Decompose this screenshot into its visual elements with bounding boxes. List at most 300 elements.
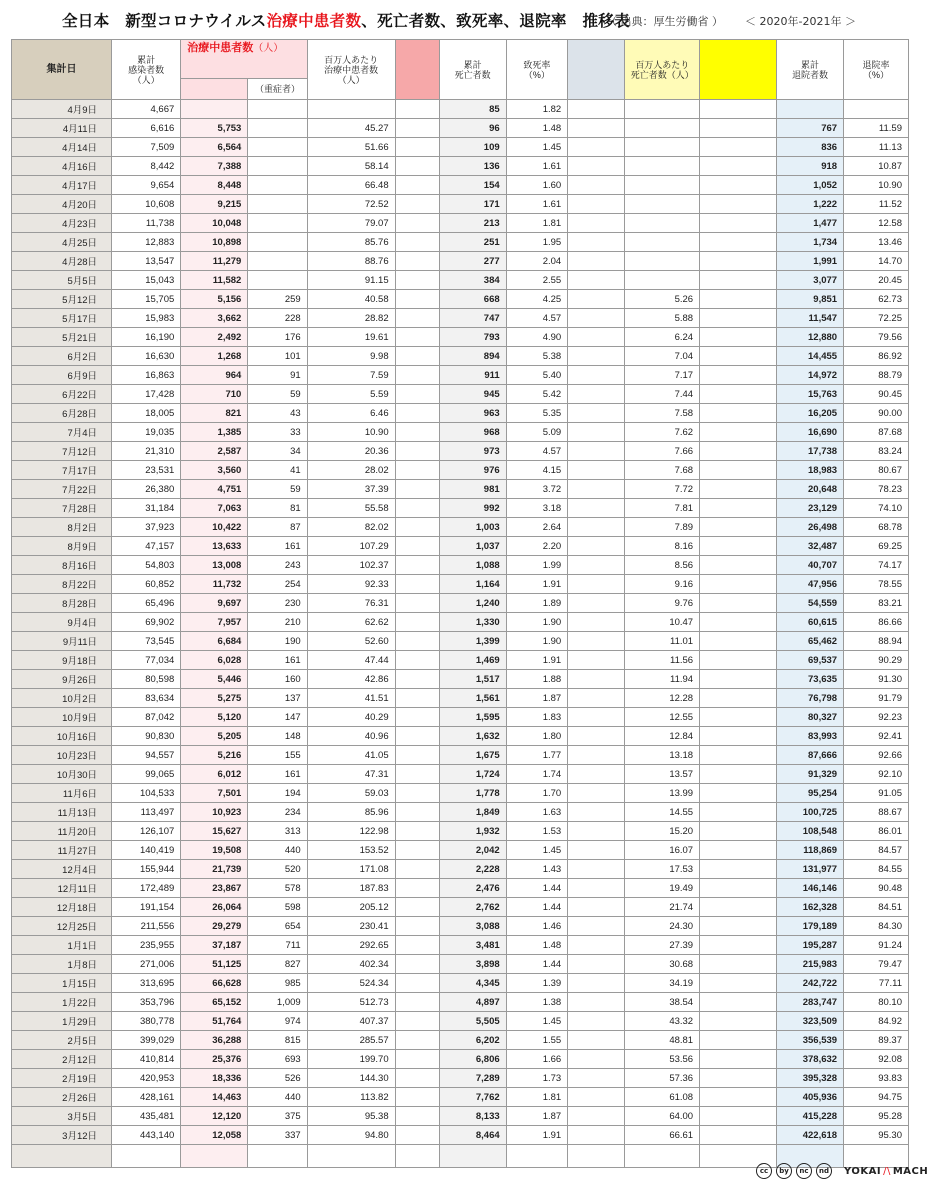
cell-in-treatment: 10,923 — [181, 803, 248, 822]
cell-per-million-deaths — [625, 195, 700, 214]
cell-yellow-marker — [700, 974, 777, 993]
cell-severe: 337 — [248, 1126, 307, 1145]
cell-date: 11月13日 — [12, 803, 112, 822]
cell-severe: 87 — [248, 518, 307, 537]
table-row — [12, 347, 909, 366]
cell-blue-marker — [568, 195, 625, 214]
cell-per-million-treatment: 40.58 — [307, 290, 395, 309]
cell-discharge-rate: 78.55 — [844, 575, 909, 594]
cell-severe — [248, 271, 307, 290]
cell-yellow-marker — [700, 822, 777, 841]
cell-yellow-marker — [700, 100, 777, 119]
cell-date: 4月25日 — [12, 233, 112, 252]
cell-blue-marker — [568, 385, 625, 404]
cell-cum-infected: 235,955 — [112, 936, 181, 955]
cell-blank — [248, 1145, 307, 1168]
cell-cum-infected: 83,634 — [112, 689, 181, 708]
cell-per-million-deaths: 9.16 — [625, 575, 700, 594]
cell-pink-marker — [395, 822, 439, 841]
cell-fatality-rate: 5.35 — [506, 404, 568, 423]
cell-fatality-rate: 5.38 — [506, 347, 568, 366]
cell-in-treatment: 5,120 — [181, 708, 248, 727]
cell-yellow-marker — [700, 575, 777, 594]
cell-in-treatment: 15,627 — [181, 822, 248, 841]
cell-fatality-rate: 1.83 — [506, 708, 568, 727]
cell-per-million-treatment: 402.34 — [307, 955, 395, 974]
cell-severe: 161 — [248, 651, 307, 670]
cell-severe — [248, 176, 307, 195]
cell-cum-deaths: 1,932 — [439, 822, 506, 841]
cell-per-million-treatment: 62.62 — [307, 613, 395, 632]
cell-in-treatment: 7,957 — [181, 613, 248, 632]
cell-cum-infected: 90,830 — [112, 727, 181, 746]
col-header-date: 集計日 — [12, 40, 112, 100]
cell-fatality-rate: 1.91 — [506, 651, 568, 670]
cell-in-treatment: 12,058 — [181, 1126, 248, 1145]
table-row — [12, 993, 909, 1012]
cell-cum-deaths: 6,202 — [439, 1031, 506, 1050]
table-row — [12, 1050, 909, 1069]
cell-in-treatment: 51,125 — [181, 955, 248, 974]
cell-cum-discharged: 12,880 — [777, 328, 844, 347]
cell-blue-marker — [568, 841, 625, 860]
cell-fatality-rate: 1.44 — [506, 879, 568, 898]
table-row — [12, 195, 909, 214]
cell-blue-marker — [568, 537, 625, 556]
in-treatment-label: 治療中患者数 — [187, 42, 254, 54]
cell-discharge-rate: 89.37 — [844, 1031, 909, 1050]
cell-discharge-rate: 14.70 — [844, 252, 909, 271]
cell-severe: 210 — [248, 613, 307, 632]
cell-fatality-rate: 1.44 — [506, 955, 568, 974]
table-row — [12, 252, 909, 271]
cell-date: 5月12日 — [12, 290, 112, 309]
table-row — [12, 309, 909, 328]
cell-fatality-rate: 1.77 — [506, 746, 568, 765]
cell-fatality-rate: 1.66 — [506, 1050, 568, 1069]
cell-severe: 81 — [248, 499, 307, 518]
cell-cum-discharged: 47,956 — [777, 575, 844, 594]
cell-fatality-rate: 1.38 — [506, 993, 568, 1012]
cell-cum-infected: 26,380 — [112, 480, 181, 499]
cell-discharge-rate: 91.05 — [844, 784, 909, 803]
cell-severe: 101 — [248, 347, 307, 366]
cell-cum-discharged: 179,189 — [777, 917, 844, 936]
cell-cum-infected: 13,547 — [112, 252, 181, 271]
cell-per-million-deaths — [625, 138, 700, 157]
cell-discharge-rate: 78.23 — [844, 480, 909, 499]
cell-discharge-rate: 84.57 — [844, 841, 909, 860]
cell-pink-marker — [395, 955, 439, 974]
cell-per-million-deaths — [625, 214, 700, 233]
cell-date: 8月9日 — [12, 537, 112, 556]
cell-per-million-treatment: 59.03 — [307, 784, 395, 803]
cell-cum-deaths: 109 — [439, 138, 506, 157]
cell-yellow-marker — [700, 119, 777, 138]
data-table — [11, 39, 909, 1168]
cell-fatality-rate: 1.48 — [506, 119, 568, 138]
cell-per-million-deaths: 7.81 — [625, 499, 700, 518]
cell-pink-marker — [395, 461, 439, 480]
cell-cum-deaths: 2,762 — [439, 898, 506, 917]
cell-fatality-rate: 1.95 — [506, 233, 568, 252]
cell-per-million-treatment: 41.51 — [307, 689, 395, 708]
cell-severe: 41 — [248, 461, 307, 480]
col-header-in-treatment-sub — [181, 79, 248, 100]
cell-pink-marker — [395, 1069, 439, 1088]
cell-cum-deaths: 2,228 — [439, 860, 506, 879]
cell-cum-deaths: 981 — [439, 480, 506, 499]
cell-fatality-rate: 1.81 — [506, 214, 568, 233]
cell-date: 9月11日 — [12, 632, 112, 651]
cell-severe: 1,009 — [248, 993, 307, 1012]
cell-blue-marker — [568, 119, 625, 138]
cell-per-million-treatment: 230.41 — [307, 917, 395, 936]
cell-blue-marker — [568, 309, 625, 328]
cell-fatality-rate: 5.40 — [506, 366, 568, 385]
cell-in-treatment: 6,028 — [181, 651, 248, 670]
cell-blue-marker — [568, 879, 625, 898]
cell-yellow-marker — [700, 708, 777, 727]
cell-per-million-deaths: 19.49 — [625, 879, 700, 898]
table-row — [12, 822, 909, 841]
cell-cum-deaths: 1,399 — [439, 632, 506, 651]
cell-discharge-rate: 92.41 — [844, 727, 909, 746]
cell-yellow-marker — [700, 993, 777, 1012]
table-row — [12, 765, 909, 784]
cell-cum-deaths: 6,806 — [439, 1050, 506, 1069]
col-header-cum-deaths: 累計 死亡者数 — [439, 40, 506, 100]
source-note: （ 出典：厚生労働省 ） — [606, 15, 723, 28]
cell-cum-deaths: 7,762 — [439, 1088, 506, 1107]
cell-pink-marker — [395, 404, 439, 423]
cell-per-million-deaths: 7.68 — [625, 461, 700, 480]
cell-cum-discharged: 405,936 — [777, 1088, 844, 1107]
cell-severe: 155 — [248, 746, 307, 765]
cell-per-million-deaths: 13.18 — [625, 746, 700, 765]
cell-in-treatment: 6,012 — [181, 765, 248, 784]
table-row — [12, 385, 909, 404]
cell-blue-marker — [568, 955, 625, 974]
cell-cum-discharged: 40,707 — [777, 556, 844, 575]
cell-cum-discharged: 11,547 — [777, 309, 844, 328]
table-row — [12, 138, 909, 157]
cell-cum-discharged: 95,254 — [777, 784, 844, 803]
cell-blank — [395, 1145, 439, 1168]
cell-yellow-marker — [700, 803, 777, 822]
cell-fatality-rate: 1.90 — [506, 613, 568, 632]
cell-per-million-treatment: 66.48 — [307, 176, 395, 195]
cell-date: 1月29日 — [12, 1012, 112, 1031]
title-highlight: 治療中患者数 — [266, 12, 362, 30]
cell-discharge-rate: 13.46 — [844, 233, 909, 252]
cell-per-million-treatment: 292.65 — [307, 936, 395, 955]
cell-fatality-rate: 1.91 — [506, 575, 568, 594]
cell-cum-infected: 410,814 — [112, 1050, 181, 1069]
cell-per-million-deaths — [625, 157, 700, 176]
cell-cum-discharged: 118,869 — [777, 841, 844, 860]
cell-per-million-treatment: 95.38 — [307, 1107, 395, 1126]
cell-blue-marker — [568, 157, 625, 176]
cell-cum-deaths: 1,469 — [439, 651, 506, 670]
cell-cum-discharged: 767 — [777, 119, 844, 138]
cell-fatality-rate: 1.60 — [506, 176, 568, 195]
cell-yellow-marker — [700, 784, 777, 803]
table-row — [12, 157, 909, 176]
cell-discharge-rate: 20.45 — [844, 271, 909, 290]
cell-blue-marker — [568, 651, 625, 670]
cell-blue-marker — [568, 974, 625, 993]
cell-in-treatment: 5,446 — [181, 670, 248, 689]
cell-fatality-rate: 4.15 — [506, 461, 568, 480]
cell-severe: 91 — [248, 366, 307, 385]
table-row — [12, 727, 909, 746]
cell-blue-marker — [568, 1012, 625, 1031]
cell-date: 7月17日 — [12, 461, 112, 480]
cell-blue-marker — [568, 1126, 625, 1145]
cell-discharge-rate: 84.51 — [844, 898, 909, 917]
cell-per-million-deaths: 11.56 — [625, 651, 700, 670]
cell-per-million-treatment: 45.27 — [307, 119, 395, 138]
cell-fatality-rate: 4.25 — [506, 290, 568, 309]
cell-per-million-deaths: 12.84 — [625, 727, 700, 746]
cell-date: 4月16日 — [12, 157, 112, 176]
cell-yellow-marker — [700, 290, 777, 309]
cell-severe: 313 — [248, 822, 307, 841]
cell-in-treatment: 51,764 — [181, 1012, 248, 1031]
cell-blue-marker — [568, 423, 625, 442]
cell-cum-discharged: 836 — [777, 138, 844, 157]
cell-blue-marker — [568, 993, 625, 1012]
cell-blue-marker — [568, 936, 625, 955]
cell-per-million-deaths — [625, 100, 700, 119]
cell-pink-marker — [395, 689, 439, 708]
cell-date: 10月23日 — [12, 746, 112, 765]
cell-fatality-rate: 1.45 — [506, 841, 568, 860]
cell-per-million-deaths — [625, 252, 700, 271]
cell-cum-infected: 4,667 — [112, 100, 181, 119]
cell-per-million-deaths — [625, 271, 700, 290]
cell-cum-deaths: 4,897 — [439, 993, 506, 1012]
cell-date: 6月9日 — [12, 366, 112, 385]
cell-severe: 59 — [248, 480, 307, 499]
cell-per-million-deaths: 12.28 — [625, 689, 700, 708]
cell-date: 5月17日 — [12, 309, 112, 328]
cell-cum-infected: 15,705 — [112, 290, 181, 309]
table-row — [12, 556, 909, 575]
cell-yellow-marker — [700, 537, 777, 556]
cell-yellow-marker — [700, 442, 777, 461]
cell-severe: 985 — [248, 974, 307, 993]
cell-fatality-rate: 1.73 — [506, 1069, 568, 1088]
cell-yellow-marker — [700, 499, 777, 518]
cell-per-million-deaths: 43.32 — [625, 1012, 700, 1031]
cell-cum-infected: 54,803 — [112, 556, 181, 575]
cell-per-million-deaths — [625, 233, 700, 252]
cell-per-million-treatment: 37.39 — [307, 480, 395, 499]
cell-date: 6月2日 — [12, 347, 112, 366]
cell-yellow-marker — [700, 917, 777, 936]
cell-discharge-rate: 80.67 — [844, 461, 909, 480]
cell-cum-infected: 15,043 — [112, 271, 181, 290]
cell-in-treatment: 5,275 — [181, 689, 248, 708]
cell-yellow-marker — [700, 1126, 777, 1145]
cell-date: 9月18日 — [12, 651, 112, 670]
cell-date: 1月22日 — [12, 993, 112, 1012]
col-header-cum-infected: 累計 感染者数 （人） — [112, 40, 181, 100]
cell-per-million-treatment: 40.96 — [307, 727, 395, 746]
cell-cum-discharged: 146,146 — [777, 879, 844, 898]
cell-cum-discharged: 1,734 — [777, 233, 844, 252]
col-header-fatality-rate: 致死率 （%） — [506, 40, 568, 100]
cell-per-million-deaths: 9.76 — [625, 594, 700, 613]
cell-per-million-deaths: 7.66 — [625, 442, 700, 461]
cell-cum-infected: 94,557 — [112, 746, 181, 765]
cell-severe: 161 — [248, 537, 307, 556]
cell-yellow-marker — [700, 480, 777, 499]
cell-yellow-marker — [700, 461, 777, 480]
table-row — [12, 594, 909, 613]
cell-yellow-marker — [700, 518, 777, 537]
cell-pink-marker — [395, 556, 439, 575]
cell-discharge-rate: 62.73 — [844, 290, 909, 309]
cell-per-million-deaths: 11.01 — [625, 632, 700, 651]
cell-discharge-rate: 95.28 — [844, 1107, 909, 1126]
cell-discharge-rate: 83.21 — [844, 594, 909, 613]
cell-per-million-treatment: 52.60 — [307, 632, 395, 651]
cell-blank — [506, 1145, 568, 1168]
cell-cum-deaths: 992 — [439, 499, 506, 518]
cell-fatality-rate: 1.48 — [506, 936, 568, 955]
cell-yellow-marker — [700, 404, 777, 423]
cell-per-million-deaths: 5.88 — [625, 309, 700, 328]
cell-discharge-rate: 74.17 — [844, 556, 909, 575]
cell-cum-deaths: 1,003 — [439, 518, 506, 537]
cell-discharge-rate: 91.30 — [844, 670, 909, 689]
col-header-severe: （重症者） — [248, 79, 307, 100]
cell-severe: 243 — [248, 556, 307, 575]
cell-pink-marker — [395, 1107, 439, 1126]
cell-yellow-marker — [700, 366, 777, 385]
cell-cum-deaths: 4,345 — [439, 974, 506, 993]
cell-cum-infected: 420,953 — [112, 1069, 181, 1088]
cell-in-treatment: 2,587 — [181, 442, 248, 461]
cell-severe — [248, 233, 307, 252]
cell-discharge-rate: 11.13 — [844, 138, 909, 157]
cell-blue-marker — [568, 594, 625, 613]
cell-per-million-treatment: 88.76 — [307, 252, 395, 271]
cell-pink-marker — [395, 138, 439, 157]
cell-pink-marker — [395, 613, 439, 632]
cell-per-million-treatment: 113.82 — [307, 1088, 395, 1107]
cell-severe: 228 — [248, 309, 307, 328]
cell-per-million-treatment: 47.44 — [307, 651, 395, 670]
title-bar — [0, 0, 915, 40]
cell-in-treatment: 9,215 — [181, 195, 248, 214]
cell-pink-marker — [395, 1050, 439, 1069]
cell-date: 9月4日 — [12, 613, 112, 632]
cell-cum-deaths: 277 — [439, 252, 506, 271]
cell-yellow-marker — [700, 214, 777, 233]
cell-cum-discharged: 80,327 — [777, 708, 844, 727]
cell-pink-marker — [395, 936, 439, 955]
cell-pink-marker — [395, 594, 439, 613]
table-row — [12, 328, 909, 347]
cell-blue-marker — [568, 176, 625, 195]
table-row — [12, 575, 909, 594]
table-row — [12, 119, 909, 138]
cell-blank — [625, 1145, 700, 1168]
cell-in-treatment: 12,120 — [181, 1107, 248, 1126]
cell-pink-marker — [395, 252, 439, 271]
cell-cum-infected: 73,545 — [112, 632, 181, 651]
cell-cum-infected: 191,154 — [112, 898, 181, 917]
cell-yellow-marker — [700, 385, 777, 404]
cell-cum-infected: 380,778 — [112, 1012, 181, 1031]
cell-cum-deaths: 96 — [439, 119, 506, 138]
cell-yellow-marker — [700, 252, 777, 271]
cell-severe: 974 — [248, 1012, 307, 1031]
cell-cum-infected: 140,419 — [112, 841, 181, 860]
cell-in-treatment: 9,697 — [181, 594, 248, 613]
cell-in-treatment: 21,739 — [181, 860, 248, 879]
cell-cum-infected: 353,796 — [112, 993, 181, 1012]
cell-discharge-rate: 88.67 — [844, 803, 909, 822]
cell-per-million-treatment: 85.76 — [307, 233, 395, 252]
cell-date: 11月20日 — [12, 822, 112, 841]
cell-discharge-rate: 84.55 — [844, 860, 909, 879]
cell-cum-infected: 104,533 — [112, 784, 181, 803]
table-row — [12, 233, 909, 252]
cell-cum-deaths: 1,849 — [439, 803, 506, 822]
cell-per-million-deaths: 11.94 — [625, 670, 700, 689]
cell-per-million-deaths: 7.89 — [625, 518, 700, 537]
cell-cum-infected: 17,428 — [112, 385, 181, 404]
cell-in-treatment: 964 — [181, 366, 248, 385]
cell-cum-discharged: 415,228 — [777, 1107, 844, 1126]
col-header-cum-discharged: 累計 退院者数 — [777, 40, 844, 100]
cell-yellow-marker — [700, 841, 777, 860]
cell-fatality-rate: 1.80 — [506, 727, 568, 746]
cell-severe: 440 — [248, 841, 307, 860]
cell-cum-infected: 443,140 — [112, 1126, 181, 1145]
cell-cum-deaths: 747 — [439, 309, 506, 328]
cell-cum-discharged: 16,690 — [777, 423, 844, 442]
cell-cum-deaths: 384 — [439, 271, 506, 290]
cell-in-treatment: 5,205 — [181, 727, 248, 746]
cell-in-treatment: 66,628 — [181, 974, 248, 993]
cell-cum-discharged: 215,983 — [777, 955, 844, 974]
cell-per-million-deaths: 7.62 — [625, 423, 700, 442]
cell-in-treatment: 29,279 — [181, 917, 248, 936]
table-row — [12, 689, 909, 708]
footer-logo — [756, 1160, 928, 1182]
cell-cum-deaths: 976 — [439, 461, 506, 480]
cell-per-million-deaths: 38.54 — [625, 993, 700, 1012]
cell-pink-marker — [395, 993, 439, 1012]
cell-discharge-rate: 69.25 — [844, 537, 909, 556]
cell-pink-marker — [395, 708, 439, 727]
cell-pink-marker — [395, 879, 439, 898]
col-header-per-million-deaths: 百万人あたり 死亡者数（人） — [625, 40, 700, 100]
cell-cum-infected: 47,157 — [112, 537, 181, 556]
cell-blue-marker — [568, 404, 625, 423]
cell-cum-deaths: 251 — [439, 233, 506, 252]
cell-per-million-treatment: 407.37 — [307, 1012, 395, 1031]
cell-fatality-rate: 3.72 — [506, 480, 568, 499]
table-row — [12, 632, 909, 651]
cell-yellow-marker — [700, 651, 777, 670]
